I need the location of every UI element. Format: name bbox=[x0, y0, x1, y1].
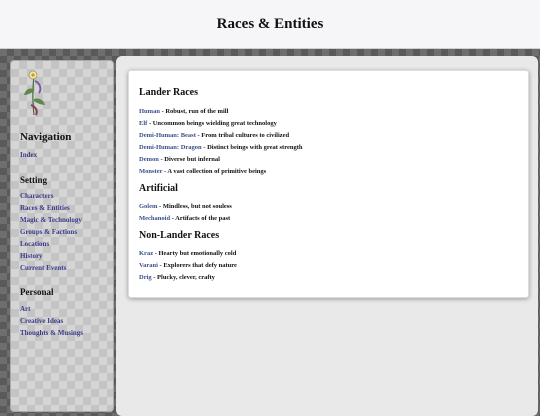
list-item: Elf - Uncommon beings wielding great technology bbox=[139, 120, 277, 127]
race-link-elf[interactable]: Elf bbox=[139, 120, 148, 127]
race-link-varani[interactable]: Varani bbox=[139, 262, 158, 269]
section-title-non-lander-races: Non-Lander Races bbox=[139, 230, 220, 241]
section-title-artificial: Artificial bbox=[139, 183, 178, 194]
navigation-list bbox=[20, 149, 37, 161]
nav-item-locations[interactable]: Locations bbox=[20, 240, 50, 248]
flower-logo-icon bbox=[21, 69, 47, 117]
nav-item-art[interactable]: Art bbox=[20, 305, 31, 313]
setting-heading: Setting bbox=[20, 175, 47, 185]
nav-item-groups-factions[interactable]: Groups & Factions bbox=[20, 228, 78, 236]
nav-item-thoughts-musings[interactable]: Thoughts & Musings bbox=[20, 329, 84, 337]
list-item: Kraz - Hearty but emotionally cold bbox=[139, 250, 237, 257]
nav-item-index[interactable]: Index bbox=[20, 151, 38, 159]
sidebar bbox=[10, 60, 114, 412]
nav-item-magic-technology[interactable]: Magic & Technology bbox=[20, 216, 82, 224]
nav-item-history[interactable]: History bbox=[20, 252, 43, 260]
nav-item-characters[interactable]: Characters bbox=[20, 192, 54, 200]
page-title: Races & Entities bbox=[216, 15, 324, 32]
race-link-mechanoid[interactable]: Mechanoid bbox=[139, 215, 171, 222]
races-card bbox=[128, 70, 529, 298]
main-content bbox=[116, 56, 538, 416]
list-item: Demi-Human: Beast - From tribal cultures to civilized bbox=[139, 132, 290, 139]
list-item: Golem - Mindless, but not souless bbox=[139, 203, 232, 210]
race-link-kraz[interactable]: Kraz bbox=[139, 250, 154, 257]
race-link-demi-human-beast[interactable]: Demi-Human: Beast bbox=[139, 132, 196, 139]
race-link-monster[interactable]: Monster bbox=[139, 168, 163, 175]
race-link-demon[interactable]: Demon bbox=[139, 156, 159, 163]
race-link-golem[interactable]: Golem bbox=[139, 203, 158, 210]
personal-list bbox=[20, 303, 83, 339]
nav-item-current-events[interactable]: Current Events bbox=[20, 264, 67, 272]
race-link-drig[interactable]: Drig bbox=[139, 274, 152, 281]
list-item: Demi-Human: Dragon - Distinct beings with great strength bbox=[139, 144, 303, 151]
list-item: Monster - A vast collection of primitive beings bbox=[139, 168, 267, 175]
personal-heading: Personal bbox=[20, 287, 54, 297]
list-item: Varani - Explorers that defy nature bbox=[139, 262, 237, 269]
navigation-heading: Navigation bbox=[20, 131, 72, 143]
section-title-lander-races: Lander Races bbox=[139, 87, 198, 98]
nav-item-creative-ideas[interactable]: Creative Ideas bbox=[20, 317, 64, 325]
race-link-demi-human-dragon[interactable]: Demi-Human: Dragon bbox=[139, 144, 202, 151]
list-item: Mechanoid - Artifacts of the past bbox=[139, 215, 231, 222]
setting-list bbox=[20, 190, 82, 274]
nav-item-races-entities[interactable]: Races & Entities bbox=[20, 204, 70, 212]
list-item: Drig - Plucky, clever, crafty bbox=[139, 274, 215, 281]
list-item: Demon - Diverse but infernal bbox=[139, 156, 220, 163]
race-link-human[interactable]: Human bbox=[139, 108, 160, 115]
page-header bbox=[0, 0, 540, 49]
list-item: Human - Robust, run of the mill bbox=[139, 108, 229, 115]
